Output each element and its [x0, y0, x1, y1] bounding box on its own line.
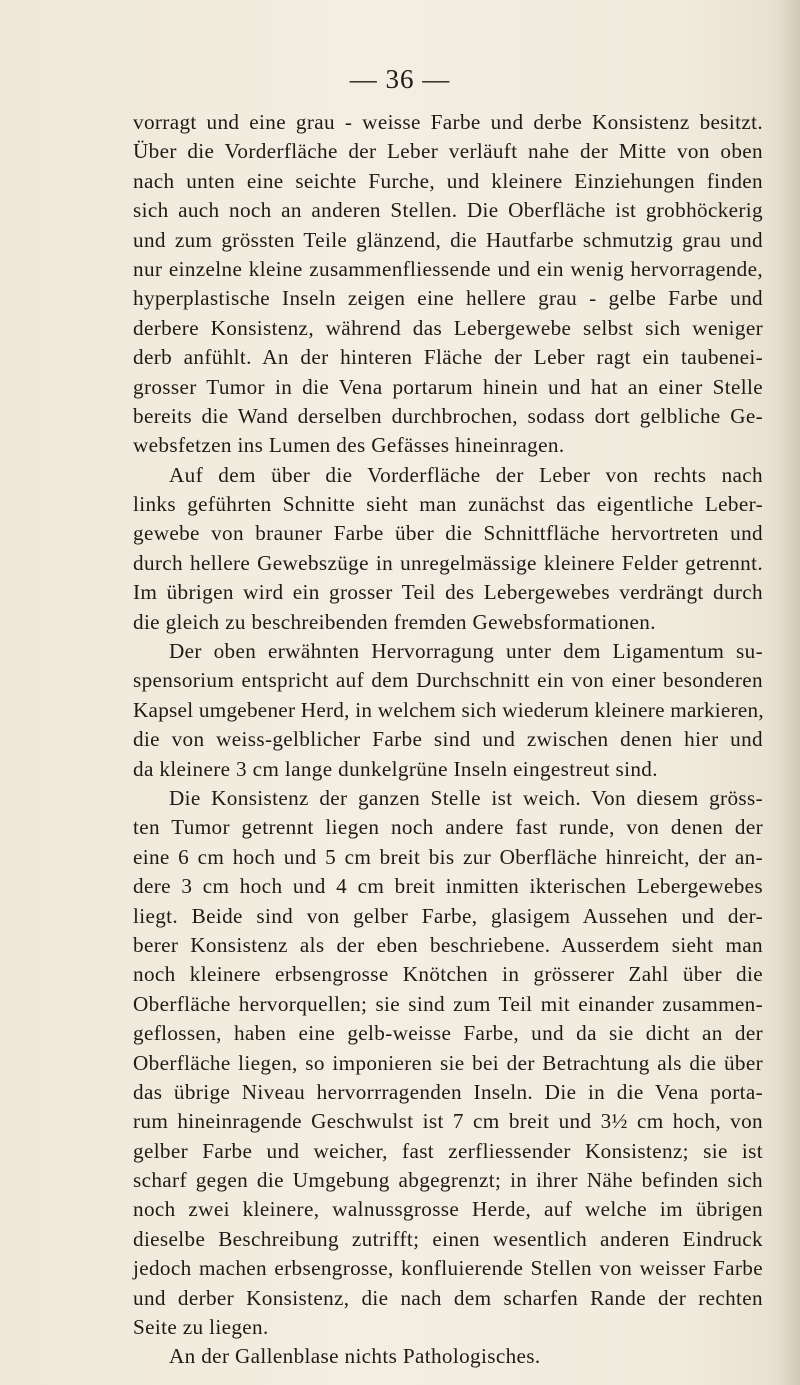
text-line: die von weiss-gelblicher Farbe sind und zwischen denen hier und	[133, 727, 763, 752]
page-edge-shadow	[778, 0, 800, 1385]
text-line: scharf gegen die Umgebung abgegrenzt; in ihrer Nähe befinden sich	[133, 1168, 763, 1193]
text-line: dieselbe Beschreibung zutrifft; einen wesentlich anderen Eindruck	[133, 1226, 763, 1251]
text-line: jedoch machen erbsengrosse, konfluierende Stellen von weisser Farbe	[133, 1256, 763, 1281]
body-text	[133, 108, 763, 1372]
text-line: dere 3 cm hoch und 4 cm breit inmitten ikterischen Lebergewebes	[133, 874, 763, 899]
text-line: gelber Farbe und weicher, fast zerfliessender Konsistenz; sie ist	[133, 1138, 763, 1163]
text-line: geflossen, haben eine gelb-weisse Farbe, und da sie dicht an der	[133, 1021, 763, 1046]
text-line: gewebe von brauner Farbe über die Schnittfläche hervortreten und	[133, 521, 763, 546]
text-line: Oberfläche hervorquellen; sie sind zum Teil mit einander zusammen-	[133, 991, 763, 1016]
text-line: berer Konsistenz als der eben beschriebene. Ausserdem sieht man	[133, 932, 763, 957]
text-line: liegt. Beide sind von gelber Farbe, glasigem Aussehen und der-	[133, 903, 763, 928]
text-line: ten Tumor getrennt liegen noch andere fast runde, von denen der	[133, 815, 763, 840]
text-line: Über die Vorderfläche der Leber verläuft nahe der Mitte von oben	[133, 139, 763, 164]
text-line: noch zwei kleinere, walnussgrosse Herde, auf welche im übrigen	[133, 1197, 763, 1222]
text-line: bereits die Wand derselben durchbrochen, sodass dort gelbliche Ge-	[133, 403, 763, 428]
text-line: und derber Konsistenz, die nach dem scharfen Rande der rechten	[133, 1285, 763, 1310]
text-line: derbere Konsistenz, während das Lebergewebe selbst sich weniger	[133, 315, 763, 340]
text-line: Auf dem über die Vorderfläche der Leber von rechts nach	[169, 462, 763, 487]
text-line: hyperplastische Inseln zeigen eine hellere grau - gelbe Farbe und	[133, 286, 763, 311]
text-line: links geführten Schnitte sieht man zunächst das eigentliche Leber-	[133, 492, 763, 517]
text-line: websfetzen ins Lumen des Gefässes hineinragen.	[133, 433, 565, 458]
text-line: das übrige Niveau hervorrragenden Inseln. Die in die Vena porta-	[133, 1079, 763, 1104]
text-line: die gleich zu beschreibenden fremden Gewebsformationen.	[133, 609, 656, 634]
page-number: — 36 —	[349, 64, 451, 94]
text-line: nur einzelne kleine zusammenfliessende und ein wenig hervorragende,	[133, 256, 763, 281]
text-line: Im übrigen wird ein grosser Teil des Lebergewebes verdrängt durch	[133, 580, 763, 605]
text-line: An der Gallenblase nichts Pathologisches.	[169, 1344, 541, 1369]
text-line: grosser Tumor in die Vena portarum hinein und hat an einer Stelle	[133, 374, 763, 399]
text-line: und zum grössten Teile glänzend, die Hautfarbe schmutzig grau und	[133, 227, 763, 252]
text-line: durch hellere Gewebszüge in unregelmässige kleinere Felder getrennt.	[133, 550, 763, 575]
text-line: eine 6 cm hoch und 5 cm breit bis zur Oberfläche hinreicht, der an-	[133, 844, 763, 869]
text-line: sich auch noch an anderen Stellen. Die Oberfläche ist grobhöckerig	[133, 198, 763, 223]
text-line: Der oben erwähnten Hervorragung unter dem Ligamentum su-	[169, 639, 763, 664]
text-line: noch kleinere erbsengrosse Knötchen in grösserer Zahl über die	[133, 962, 763, 987]
text-line: Seite zu liegen.	[133, 1315, 269, 1340]
text-line: rum hineinragende Geschwulst ist 7 cm breit und 3½ cm hoch, von	[133, 1109, 763, 1134]
text-line: spensorium entspricht auf dem Durchschnitt ein von einer besonderen	[133, 668, 763, 693]
text-line: derb anfühlt. An der hinteren Fläche der Leber ragt ein taubenei-	[133, 345, 763, 370]
text-line: Kapsel umgebener Herd, in welchem sich wiederum kleinere markieren,	[133, 697, 764, 722]
text-line: nach unten eine seichte Furche, und kleinere Einziehungen finden	[133, 168, 763, 193]
text-line: vorragt und eine grau - weisse Farbe und derbe Konsistenz besitzt.	[133, 110, 763, 134]
text-line: Oberfläche liegen, so imponieren sie bei der Betrachtung als die über	[133, 1050, 763, 1075]
text-line: da kleinere 3 cm lange dunkelgrüne Inseln eingestreut sind.	[133, 756, 658, 781]
text-line: Die Konsistenz der ganzen Stelle ist weich. Von diesem gröss-	[169, 785, 763, 810]
